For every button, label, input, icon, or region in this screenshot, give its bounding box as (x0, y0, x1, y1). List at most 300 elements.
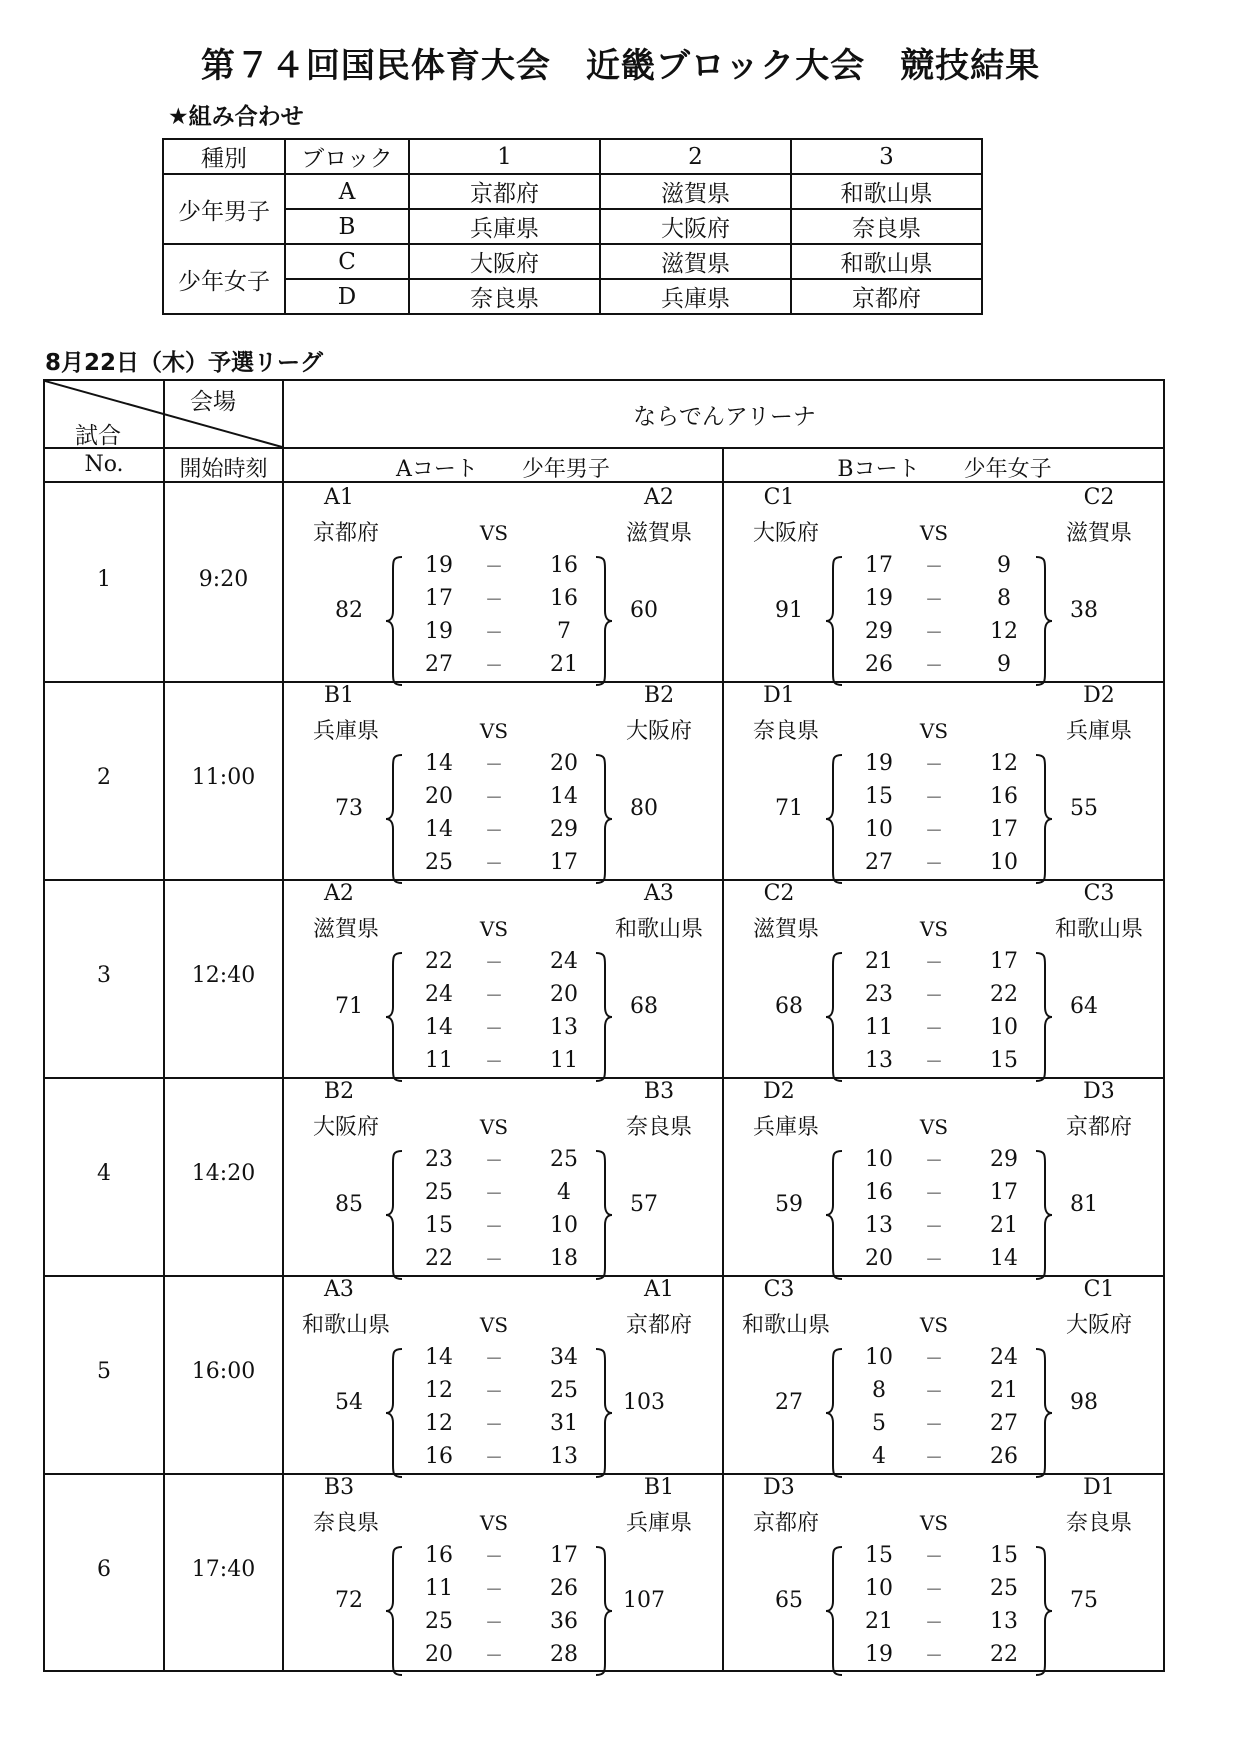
left-team-name: 奈良県 (312, 1511, 379, 1536)
header-slot-3: 3 (791, 139, 982, 174)
row-divider (45, 879, 1163, 881)
right-brace (592, 1545, 614, 1677)
quarter-dash: － (485, 1580, 503, 1601)
quarter-dash: － (485, 656, 503, 677)
left-team-code: D3 (763, 1475, 795, 1500)
quarter-right-score: 21 (550, 652, 578, 677)
combination-row (163, 209, 982, 244)
match-label: 試合 (75, 423, 121, 449)
left-total-score: 54 (335, 1390, 363, 1415)
right-total-score: 60 (630, 598, 658, 623)
quarter-dash: － (485, 1217, 503, 1238)
quarter-dash: － (925, 986, 943, 1007)
court-b-header: Bコート 少年女子 (837, 457, 1052, 482)
quarter-left-score: 20 (425, 784, 453, 809)
column-start-time: 開始時刻 (179, 457, 268, 482)
left-brace (824, 951, 846, 1083)
match-number: 5 (97, 1359, 111, 1384)
row-divider (45, 681, 1163, 683)
quarter-right-score: 15 (990, 1048, 1018, 1073)
quarter-left-score: 14 (425, 1015, 453, 1040)
quarter-dash: － (485, 1250, 503, 1271)
right-team-code: D1 (1083, 1475, 1115, 1500)
vs-label: VS (919, 1313, 949, 1337)
row-divider (45, 1077, 1163, 1079)
right-team-code: C1 (1083, 1277, 1115, 1302)
match-number: 6 (97, 1557, 111, 1582)
left-total-score: 65 (775, 1588, 803, 1613)
match-number: 1 (97, 567, 111, 592)
divider (282, 381, 284, 1670)
quarter-dash: － (485, 1052, 503, 1073)
quarter-right-score: 14 (990, 1246, 1018, 1271)
left-brace (824, 1149, 846, 1281)
right-team-name: 奈良県 (1065, 1511, 1132, 1536)
quarter-left-score: 20 (425, 1642, 453, 1667)
right-team-name: 大阪府 (1065, 1313, 1132, 1338)
left-brace (384, 1149, 406, 1281)
vs-label: VS (919, 1115, 949, 1139)
category-boys: 少年男子 (163, 174, 285, 244)
quarter-dash: － (485, 1547, 503, 1568)
match-number: 3 (97, 963, 111, 988)
quarter-left-score: 19 (865, 1642, 893, 1667)
right-team-code: D3 (1083, 1079, 1115, 1104)
team-cell: 大阪府 (600, 209, 791, 244)
vs-label: VS (479, 917, 509, 941)
left-total-score: 85 (335, 1192, 363, 1217)
quarter-left-score: 10 (865, 817, 893, 842)
left-brace (824, 1545, 846, 1677)
quarter-dash: － (925, 1646, 943, 1667)
quarter-left-score: 27 (425, 652, 453, 677)
quarter-left-score: 11 (425, 1048, 453, 1073)
quarter-right-score: 34 (550, 1345, 578, 1370)
left-total-score: 72 (335, 1588, 363, 1613)
quarter-right-score: 9 (997, 652, 1011, 677)
right-brace (1032, 1545, 1054, 1677)
quarter-left-score: 23 (425, 1147, 453, 1172)
quarter-right-score: 16 (550, 553, 578, 578)
team-cell: 京都府 (791, 279, 982, 314)
team-cell: 京都府 (409, 174, 600, 209)
team-cell: 兵庫県 (600, 279, 791, 314)
right-total-score: 81 (1070, 1192, 1098, 1217)
right-total-score: 68 (630, 994, 658, 1019)
quarter-left-score: 19 (425, 553, 453, 578)
left-team-name: 大阪府 (752, 521, 819, 546)
match-start-time: 17:40 (191, 1557, 256, 1582)
right-team-name: 京都府 (1065, 1115, 1132, 1140)
quarter-right-score: 17 (990, 949, 1018, 974)
quarter-right-score: 13 (550, 1015, 578, 1040)
left-team-name: 京都府 (752, 1511, 819, 1536)
right-team-code: B1 (643, 1475, 675, 1500)
quarter-dash: － (925, 1250, 943, 1271)
combination-heading: ★組み合わせ (168, 104, 304, 130)
quarter-right-score: 22 (990, 1642, 1018, 1667)
quarter-right-score: 24 (990, 1345, 1018, 1370)
quarter-right-score: 29 (550, 817, 578, 842)
left-team-code: C2 (763, 881, 795, 906)
quarter-right-score: 8 (997, 586, 1011, 611)
header-slot-2: 2 (600, 139, 791, 174)
block-label: B (285, 209, 409, 244)
right-brace (592, 951, 614, 1083)
right-team-name: 滋賀県 (625, 521, 692, 546)
left-team-name: 京都府 (312, 521, 379, 546)
quarter-dash: － (925, 623, 943, 644)
quarter-left-score: 15 (865, 1543, 893, 1568)
quarter-left-score: 12 (425, 1378, 453, 1403)
left-team-name: 兵庫県 (312, 719, 379, 744)
left-team-code: C3 (763, 1277, 795, 1302)
quarter-left-score: 12 (425, 1411, 453, 1436)
right-team-code: A2 (644, 485, 674, 510)
right-team-code: A1 (644, 1277, 674, 1302)
left-team-code: D2 (763, 1079, 795, 1104)
court-a-header: Aコート 少年男子 (396, 457, 610, 482)
quarter-dash: － (485, 590, 503, 611)
right-team-code: C3 (1083, 881, 1115, 906)
quarter-right-score: 21 (990, 1378, 1018, 1403)
quarter-dash: － (485, 953, 503, 974)
quarter-right-score: 15 (990, 1543, 1018, 1568)
quarter-left-score: 20 (865, 1246, 893, 1271)
right-team-name: 和歌山県 (1054, 917, 1143, 942)
quarter-dash: － (925, 788, 943, 809)
quarter-left-score: 16 (865, 1180, 893, 1205)
left-brace (824, 555, 846, 687)
right-brace (1032, 1149, 1054, 1281)
left-team-code: A2 (324, 881, 354, 906)
quarter-left-score: 17 (425, 586, 453, 611)
match-number: 4 (97, 1161, 111, 1186)
quarter-left-score: 5 (872, 1411, 886, 1436)
quarter-right-score: 36 (550, 1609, 578, 1634)
left-team-name: 兵庫県 (752, 1115, 819, 1140)
quarter-right-score: 27 (990, 1411, 1018, 1436)
match-number: 2 (97, 765, 111, 790)
block-label: C (285, 244, 409, 279)
match-start-time: 14:20 (191, 1161, 256, 1186)
left-team-code: C1 (763, 485, 795, 510)
quarter-right-score: 14 (550, 784, 578, 809)
quarter-dash: － (925, 1151, 943, 1172)
left-total-score: 82 (335, 598, 363, 623)
divider (45, 447, 1163, 449)
left-team-name: 和歌山県 (741, 1313, 830, 1338)
left-team-name: 滋賀県 (752, 917, 819, 942)
quarter-right-score: 17 (990, 817, 1018, 842)
quarter-left-score: 11 (425, 1576, 453, 1601)
left-team-name: 和歌山県 (301, 1313, 390, 1338)
quarter-dash: － (485, 854, 503, 875)
divider (722, 447, 724, 1672)
quarter-left-score: 22 (425, 1246, 453, 1271)
page-title: 第７４回国民体育大会 近畿ブロック大会 競技結果 (200, 46, 1041, 86)
match-start-time: 9:20 (198, 567, 249, 592)
quarter-right-score: 20 (550, 751, 578, 776)
right-team-code: C2 (1083, 485, 1115, 510)
quarter-left-score: 25 (425, 1180, 453, 1205)
right-brace (592, 1149, 614, 1281)
quarter-left-score: 19 (865, 751, 893, 776)
left-team-name: 大阪府 (312, 1115, 379, 1140)
quarter-right-score: 7 (557, 619, 571, 644)
quarter-dash: － (925, 1613, 943, 1634)
right-total-score: 64 (1070, 994, 1098, 1019)
right-team-name: 奈良県 (625, 1115, 692, 1140)
quarter-dash: － (925, 1382, 943, 1403)
match-start-time: 16:00 (191, 1359, 256, 1384)
quarter-dash: － (925, 1052, 943, 1073)
quarter-left-score: 19 (865, 586, 893, 611)
quarter-dash: － (485, 1382, 503, 1403)
quarter-dash: － (485, 788, 503, 809)
quarter-left-score: 26 (865, 652, 893, 677)
quarter-right-score: 16 (990, 784, 1018, 809)
right-total-score: 55 (1070, 796, 1098, 821)
team-cell: 和歌山県 (791, 174, 982, 209)
quarter-right-score: 25 (550, 1378, 578, 1403)
left-team-code: A3 (324, 1277, 354, 1302)
quarter-dash: － (485, 1349, 503, 1370)
right-brace (592, 1347, 614, 1479)
left-total-score: 91 (775, 598, 803, 623)
quarter-right-score: 13 (990, 1609, 1018, 1634)
right-team-name: 和歌山県 (614, 917, 703, 942)
quarter-left-score: 17 (865, 553, 893, 578)
team-cell: 滋賀県 (600, 174, 791, 209)
left-team-name: 奈良県 (752, 719, 819, 744)
left-brace (384, 951, 406, 1083)
quarter-right-score: 21 (990, 1213, 1018, 1238)
team-cell: 奈良県 (791, 209, 982, 244)
quarter-left-score: 10 (865, 1147, 893, 1172)
right-total-score: 103 (623, 1390, 665, 1415)
quarter-left-score: 4 (872, 1444, 886, 1469)
right-total-score: 80 (630, 796, 658, 821)
quarter-dash: － (925, 854, 943, 875)
quarter-right-score: 4 (557, 1180, 571, 1205)
quarter-dash: － (925, 821, 943, 842)
quarter-dash: － (485, 1184, 503, 1205)
quarter-left-score: 10 (865, 1576, 893, 1601)
left-total-score: 27 (775, 1390, 803, 1415)
quarter-dash: － (925, 557, 943, 578)
quarter-dash: － (925, 953, 943, 974)
quarter-right-score: 12 (990, 751, 1018, 776)
venue-name: ならでんアリーナ (633, 404, 816, 430)
left-brace (384, 1545, 406, 1677)
quarter-dash: － (925, 590, 943, 611)
right-total-score: 57 (630, 1192, 658, 1217)
right-brace (592, 753, 614, 885)
quarter-left-score: 24 (425, 982, 453, 1007)
block-label: D (285, 279, 409, 314)
quarter-left-score: 25 (425, 850, 453, 875)
quarter-dash: － (925, 1217, 943, 1238)
quarter-dash: － (485, 1019, 503, 1040)
quarter-dash: － (485, 1151, 503, 1172)
left-team-code: D1 (763, 683, 795, 708)
right-brace (1032, 555, 1054, 687)
left-total-score: 71 (775, 796, 803, 821)
quarter-right-score: 9 (997, 553, 1011, 578)
left-brace (384, 555, 406, 687)
quarter-right-score: 17 (550, 850, 578, 875)
quarter-left-score: 16 (425, 1543, 453, 1568)
team-cell: 奈良県 (409, 279, 600, 314)
quarter-right-score: 10 (550, 1213, 578, 1238)
quarter-right-score: 24 (550, 949, 578, 974)
combination-row (163, 244, 982, 279)
right-brace (1032, 1347, 1054, 1479)
left-team-code: A1 (324, 485, 354, 510)
quarter-right-score: 22 (990, 982, 1018, 1007)
quarter-dash: － (925, 1349, 943, 1370)
quarter-dash: － (925, 1415, 943, 1436)
right-team-name: 兵庫県 (625, 1511, 692, 1536)
quarter-dash: － (925, 1448, 943, 1469)
quarter-left-score: 21 (865, 1609, 893, 1634)
quarter-dash: － (485, 1646, 503, 1667)
quarter-left-score: 27 (865, 850, 893, 875)
schedule-table (43, 379, 1165, 1672)
quarter-dash: － (485, 1415, 503, 1436)
right-total-score: 38 (1070, 598, 1098, 623)
quarter-right-score: 25 (990, 1576, 1018, 1601)
vs-label: VS (919, 719, 949, 743)
quarter-dash: － (925, 1547, 943, 1568)
quarter-right-score: 17 (550, 1543, 578, 1568)
quarter-left-score: 8 (872, 1378, 886, 1403)
header-category: 種別 (163, 139, 285, 174)
combination-row (163, 279, 982, 314)
quarter-left-score: 13 (865, 1213, 893, 1238)
right-total-score: 75 (1070, 1588, 1098, 1613)
column-no: No. (84, 452, 124, 477)
quarter-right-score: 29 (990, 1147, 1018, 1172)
quarter-right-score: 28 (550, 1642, 578, 1667)
quarter-right-score: 11 (550, 1048, 578, 1073)
left-total-score: 73 (335, 796, 363, 821)
combination-table (162, 138, 983, 315)
quarter-right-score: 20 (550, 982, 578, 1007)
quarter-left-score: 15 (425, 1213, 453, 1238)
quarter-left-score: 21 (865, 949, 893, 974)
left-brace (384, 753, 406, 885)
header-slot-1: 1 (409, 139, 600, 174)
left-brace (824, 753, 846, 885)
vs-label: VS (479, 521, 509, 545)
quarter-right-score: 16 (550, 586, 578, 611)
quarter-left-score: 22 (425, 949, 453, 974)
right-team-name: 兵庫県 (1065, 719, 1132, 744)
quarter-left-score: 16 (425, 1444, 453, 1469)
quarter-right-score: 26 (990, 1444, 1018, 1469)
team-cell: 滋賀県 (600, 244, 791, 279)
vs-label: VS (479, 1313, 509, 1337)
right-team-name: 大阪府 (625, 719, 692, 744)
left-total-score: 71 (335, 994, 363, 1019)
combination-header-row (163, 139, 982, 174)
schedule-heading: 8月22日（木）予選リーグ (45, 350, 324, 376)
left-team-code: B2 (323, 1079, 355, 1104)
quarter-dash: － (485, 557, 503, 578)
left-brace (384, 1347, 406, 1479)
quarter-dash: － (485, 986, 503, 1007)
quarter-left-score: 25 (425, 1609, 453, 1634)
left-total-score: 68 (775, 994, 803, 1019)
quarter-dash: － (485, 821, 503, 842)
quarter-left-score: 23 (865, 982, 893, 1007)
left-total-score: 59 (775, 1192, 803, 1217)
header-block: ブロック (285, 139, 409, 174)
vs-label: VS (479, 1511, 509, 1535)
left-team-code: B3 (323, 1475, 355, 1500)
quarter-left-score: 14 (425, 751, 453, 776)
quarter-left-score: 10 (865, 1345, 893, 1370)
right-team-code: B2 (643, 683, 675, 708)
quarter-right-score: 12 (990, 619, 1018, 644)
right-team-name: 滋賀県 (1065, 521, 1132, 546)
quarter-left-score: 29 (865, 619, 893, 644)
quarter-right-score: 10 (990, 1015, 1018, 1040)
quarter-right-score: 25 (550, 1147, 578, 1172)
quarter-dash: － (485, 1448, 503, 1469)
quarter-left-score: 14 (425, 817, 453, 842)
right-team-name: 京都府 (625, 1313, 692, 1338)
right-team-code: D2 (1083, 683, 1115, 708)
quarter-left-score: 15 (865, 784, 893, 809)
match-start-time: 11:00 (191, 765, 256, 790)
team-cell: 大阪府 (409, 244, 600, 279)
category-girls: 少年女子 (163, 244, 285, 314)
right-team-code: A3 (644, 881, 674, 906)
quarter-dash: － (485, 623, 503, 644)
match-start-time: 12:40 (191, 963, 256, 988)
quarter-right-score: 31 (550, 1411, 578, 1436)
quarter-right-score: 17 (990, 1180, 1018, 1205)
quarter-right-score: 18 (550, 1246, 578, 1271)
right-total-score: 107 (623, 1588, 665, 1613)
row-divider (45, 1473, 1163, 1475)
vs-label: VS (919, 521, 949, 545)
quarter-left-score: 19 (425, 619, 453, 644)
team-cell: 和歌山県 (791, 244, 982, 279)
quarter-dash: － (925, 755, 943, 776)
quarter-dash: － (925, 656, 943, 677)
right-brace (1032, 951, 1054, 1083)
quarter-dash: － (925, 1580, 943, 1601)
quarter-right-score: 13 (550, 1444, 578, 1469)
right-total-score: 98 (1070, 1390, 1098, 1415)
venue-label: 会場 (190, 389, 236, 415)
vs-label: VS (479, 719, 509, 743)
quarter-dash: － (485, 1613, 503, 1634)
quarter-dash: － (485, 755, 503, 776)
vs-label: VS (919, 917, 949, 941)
quarter-dash: － (925, 1019, 943, 1040)
quarter-right-score: 26 (550, 1576, 578, 1601)
row-divider (45, 1275, 1163, 1277)
combination-row (163, 174, 982, 209)
right-brace (1032, 753, 1054, 885)
vs-label: VS (919, 1511, 949, 1535)
block-label: A (285, 174, 409, 209)
